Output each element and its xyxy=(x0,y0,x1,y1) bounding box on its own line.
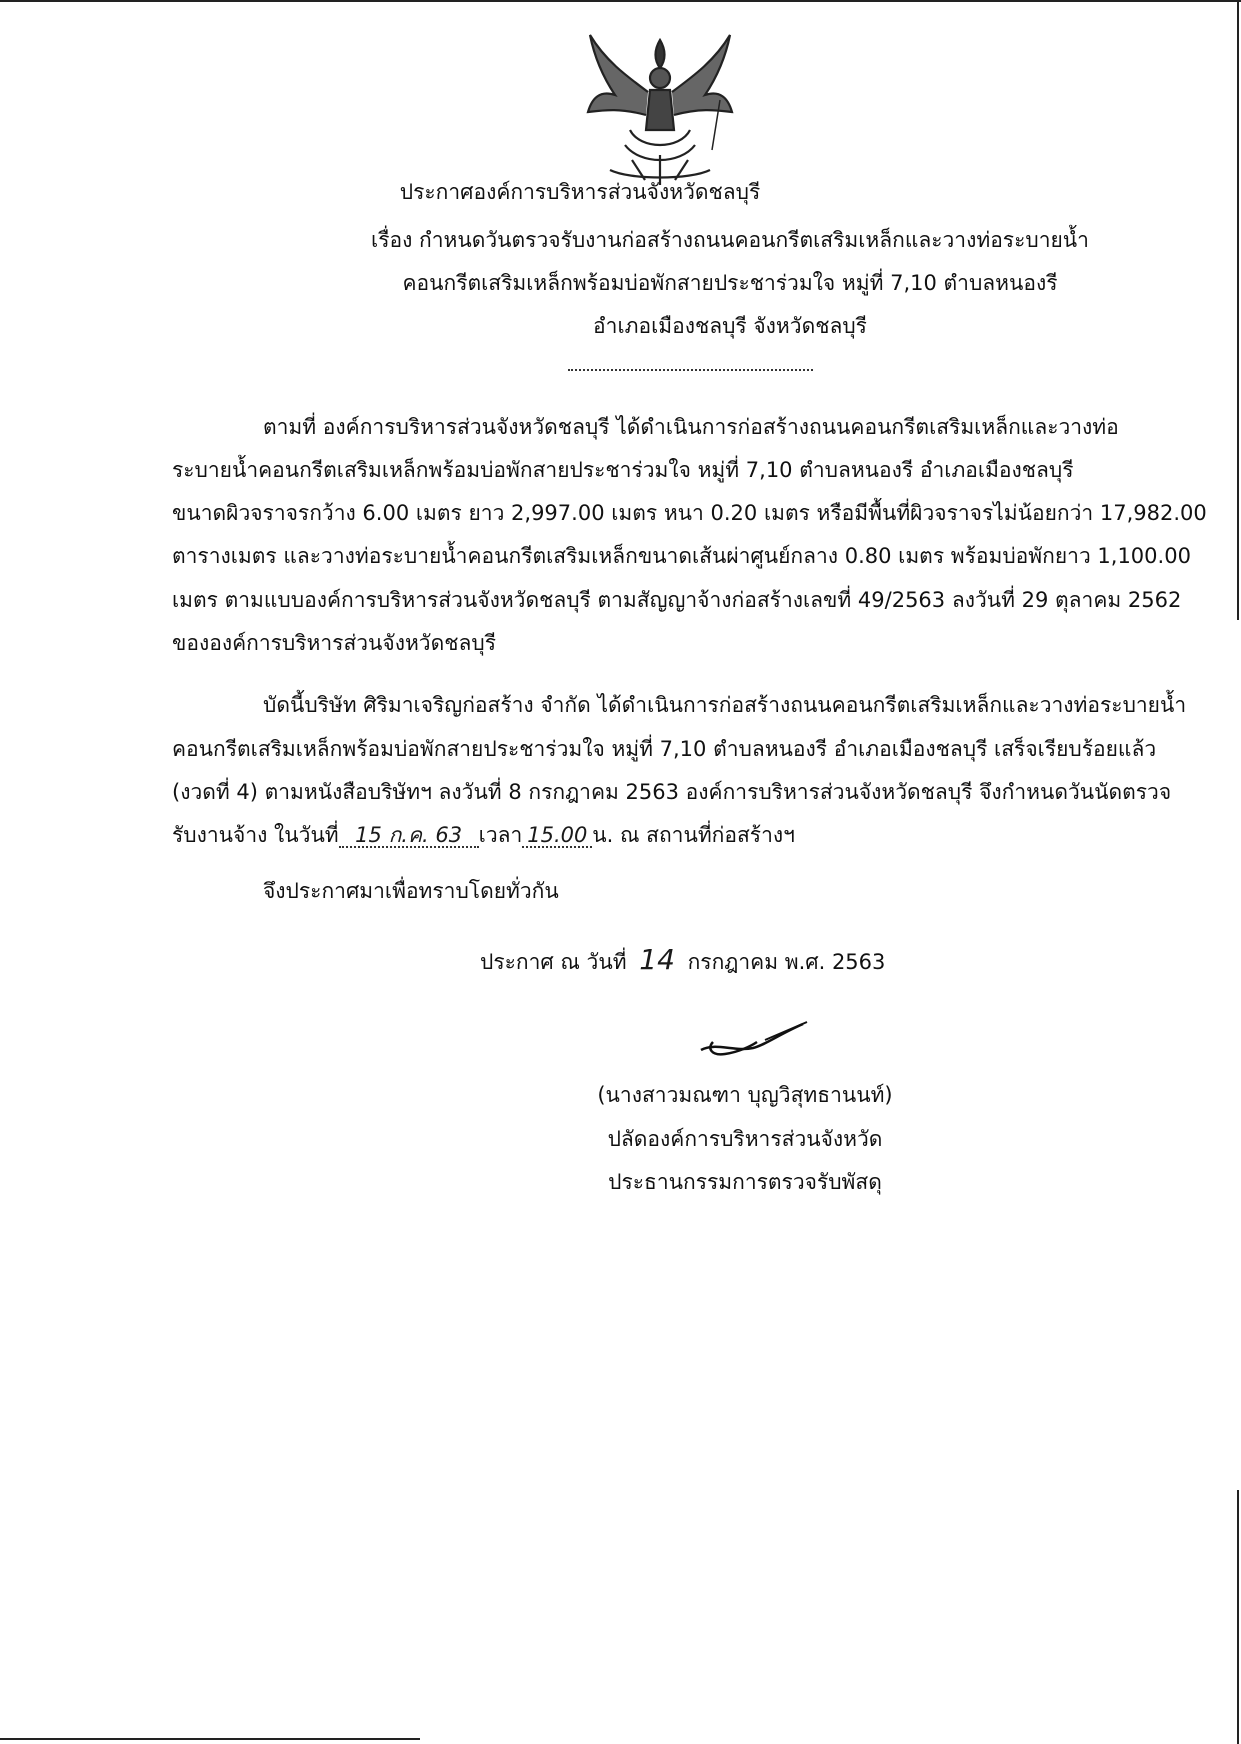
signatory-position-2: ประธานกรรมการตรวจรับพัสดุ xyxy=(608,1170,882,1194)
garuda-emblem-icon xyxy=(570,20,750,190)
closing-statement: จึงประกาศมาเพื่อทราบโดยทั่วกัน xyxy=(263,879,559,903)
paragraph-1-line-3: ขนาดผิวจราจรกว้าง 6.00 เมตร ยาว 2,997.00 เมตร หนา 0.20 เมตร หรือมีพื้นที่ผิวจราจรไม่น้อยกว่า 17,982.00 xyxy=(172,501,1207,525)
signatory-name: (นางสาวมณฑา บุญวิสุทธานนท์) xyxy=(597,1083,893,1107)
paragraph-2-line-4 xyxy=(172,820,1172,850)
announcement-date xyxy=(480,945,885,977)
inspection-date-label: รับงานจ้าง ในวันที่ xyxy=(172,823,339,847)
scan-border-bottom xyxy=(0,1738,420,1740)
paragraph-1-line-1: ตามที่ องค์การบริหารส่วนจังหวัดชลบุรี ได้ดำเนินการก่อสร้างถนนคอนกรีตเสริมเหล็กและวางท่อ xyxy=(263,415,1119,439)
announcement-title: ประกาศองค์การบริหารส่วนจังหวัดชลบุรี xyxy=(399,180,761,204)
subject-line-1: เรื่อง กำหนดวันตรวจรับงานก่อสร้างถนนคอนกรีตเสริมเหล็กและวางท่อระบายน้ำ xyxy=(371,228,1089,252)
paragraph-1-line-2: ระบายน้ำคอนกรีตเสริมเหล็กพร้อมบ่อพักสายประชาร่วมใจ หมู่ที่ 7,10 ตำบลหนองรี อำเภอเมืองชลบุรี xyxy=(172,458,1074,482)
paragraph-1-line-6: ขององค์การบริหารส่วนจังหวัดชลบุรี xyxy=(172,631,496,655)
announcement-date-prefix: ประกาศ ณ วันที่ xyxy=(480,950,627,974)
scan-border-right-lower xyxy=(1237,1490,1239,1744)
scan-border-right xyxy=(1237,0,1239,620)
inspection-location: น. ณ สถานที่ก่อสร้างฯ xyxy=(592,823,795,847)
paragraph-2-line-3: (งวดที่ 4) ตามหนังสือบริษัทฯ ลงวันที่ 8 กรกฎาคม 2563 องค์การบริหารส่วนจังหวัดชลบุรี จึงกำหนดวันนัดตรวจ xyxy=(172,780,1172,804)
scan-border-top xyxy=(0,0,1241,2)
announcement-day-handwritten: 14 xyxy=(639,943,675,976)
announcement-date-suffix: กรกฎาคม พ.ศ. 2563 xyxy=(687,950,886,974)
paragraph-1-line-5: เมตร ตามแบบองค์การบริหารส่วนจังหวัดชลบุรี ตามสัญญาจ้างก่อสร้างเลขที่ 49/2563 ลงวันที่ 29 ตุลาคม 2562 xyxy=(172,588,1182,612)
subject-line-2: คอนกรีตเสริมเหล็กพร้อมบ่อพักสายประชาร่วมใจ หมู่ที่ 7,10 ตำบลหนองรี xyxy=(402,271,1058,295)
paragraph-1-line-4: ตารางเมตร และวางท่อระบายน้ำคอนกรีตเสริมเหล็กขนาดเส้นผ่าศูนย์กลาง 0.80 เมตร พร้อมบ่อพักยาว 1,100.00 xyxy=(172,544,1191,568)
inspection-date-handwritten: 15 ก.ค. 63 xyxy=(339,824,479,848)
paragraph-2-line-1: บัดนี้บริษัท ศิริมาเจริญก่อสร้าง จำกัด ได้ดำเนินการก่อสร้างถนนคอนกรีตเสริมเหล็กและวางท่อระบายน้ำ xyxy=(263,693,1187,717)
paragraph-2-line-2: คอนกรีตเสริมเหล็กพร้อมบ่อพักสายประชาร่วมใจ หมู่ที่ 7,10 ตำบลหนองรี อำเภอเมืองชลบุรี เสร็จเรียบร้อยแล้ว xyxy=(172,737,1157,761)
inspection-time-handwritten: 15.00 xyxy=(522,824,592,848)
inspection-time-label: เวลา xyxy=(478,823,523,847)
handwritten-signature xyxy=(695,1012,815,1072)
dotted-divider xyxy=(568,369,813,371)
signatory-position-1: ปลัดองค์การบริหารส่วนจังหวัด xyxy=(607,1127,883,1151)
subject-line-3: อำเภอเมืองชลบุรี จังหวัดชลบุรี xyxy=(593,314,867,338)
